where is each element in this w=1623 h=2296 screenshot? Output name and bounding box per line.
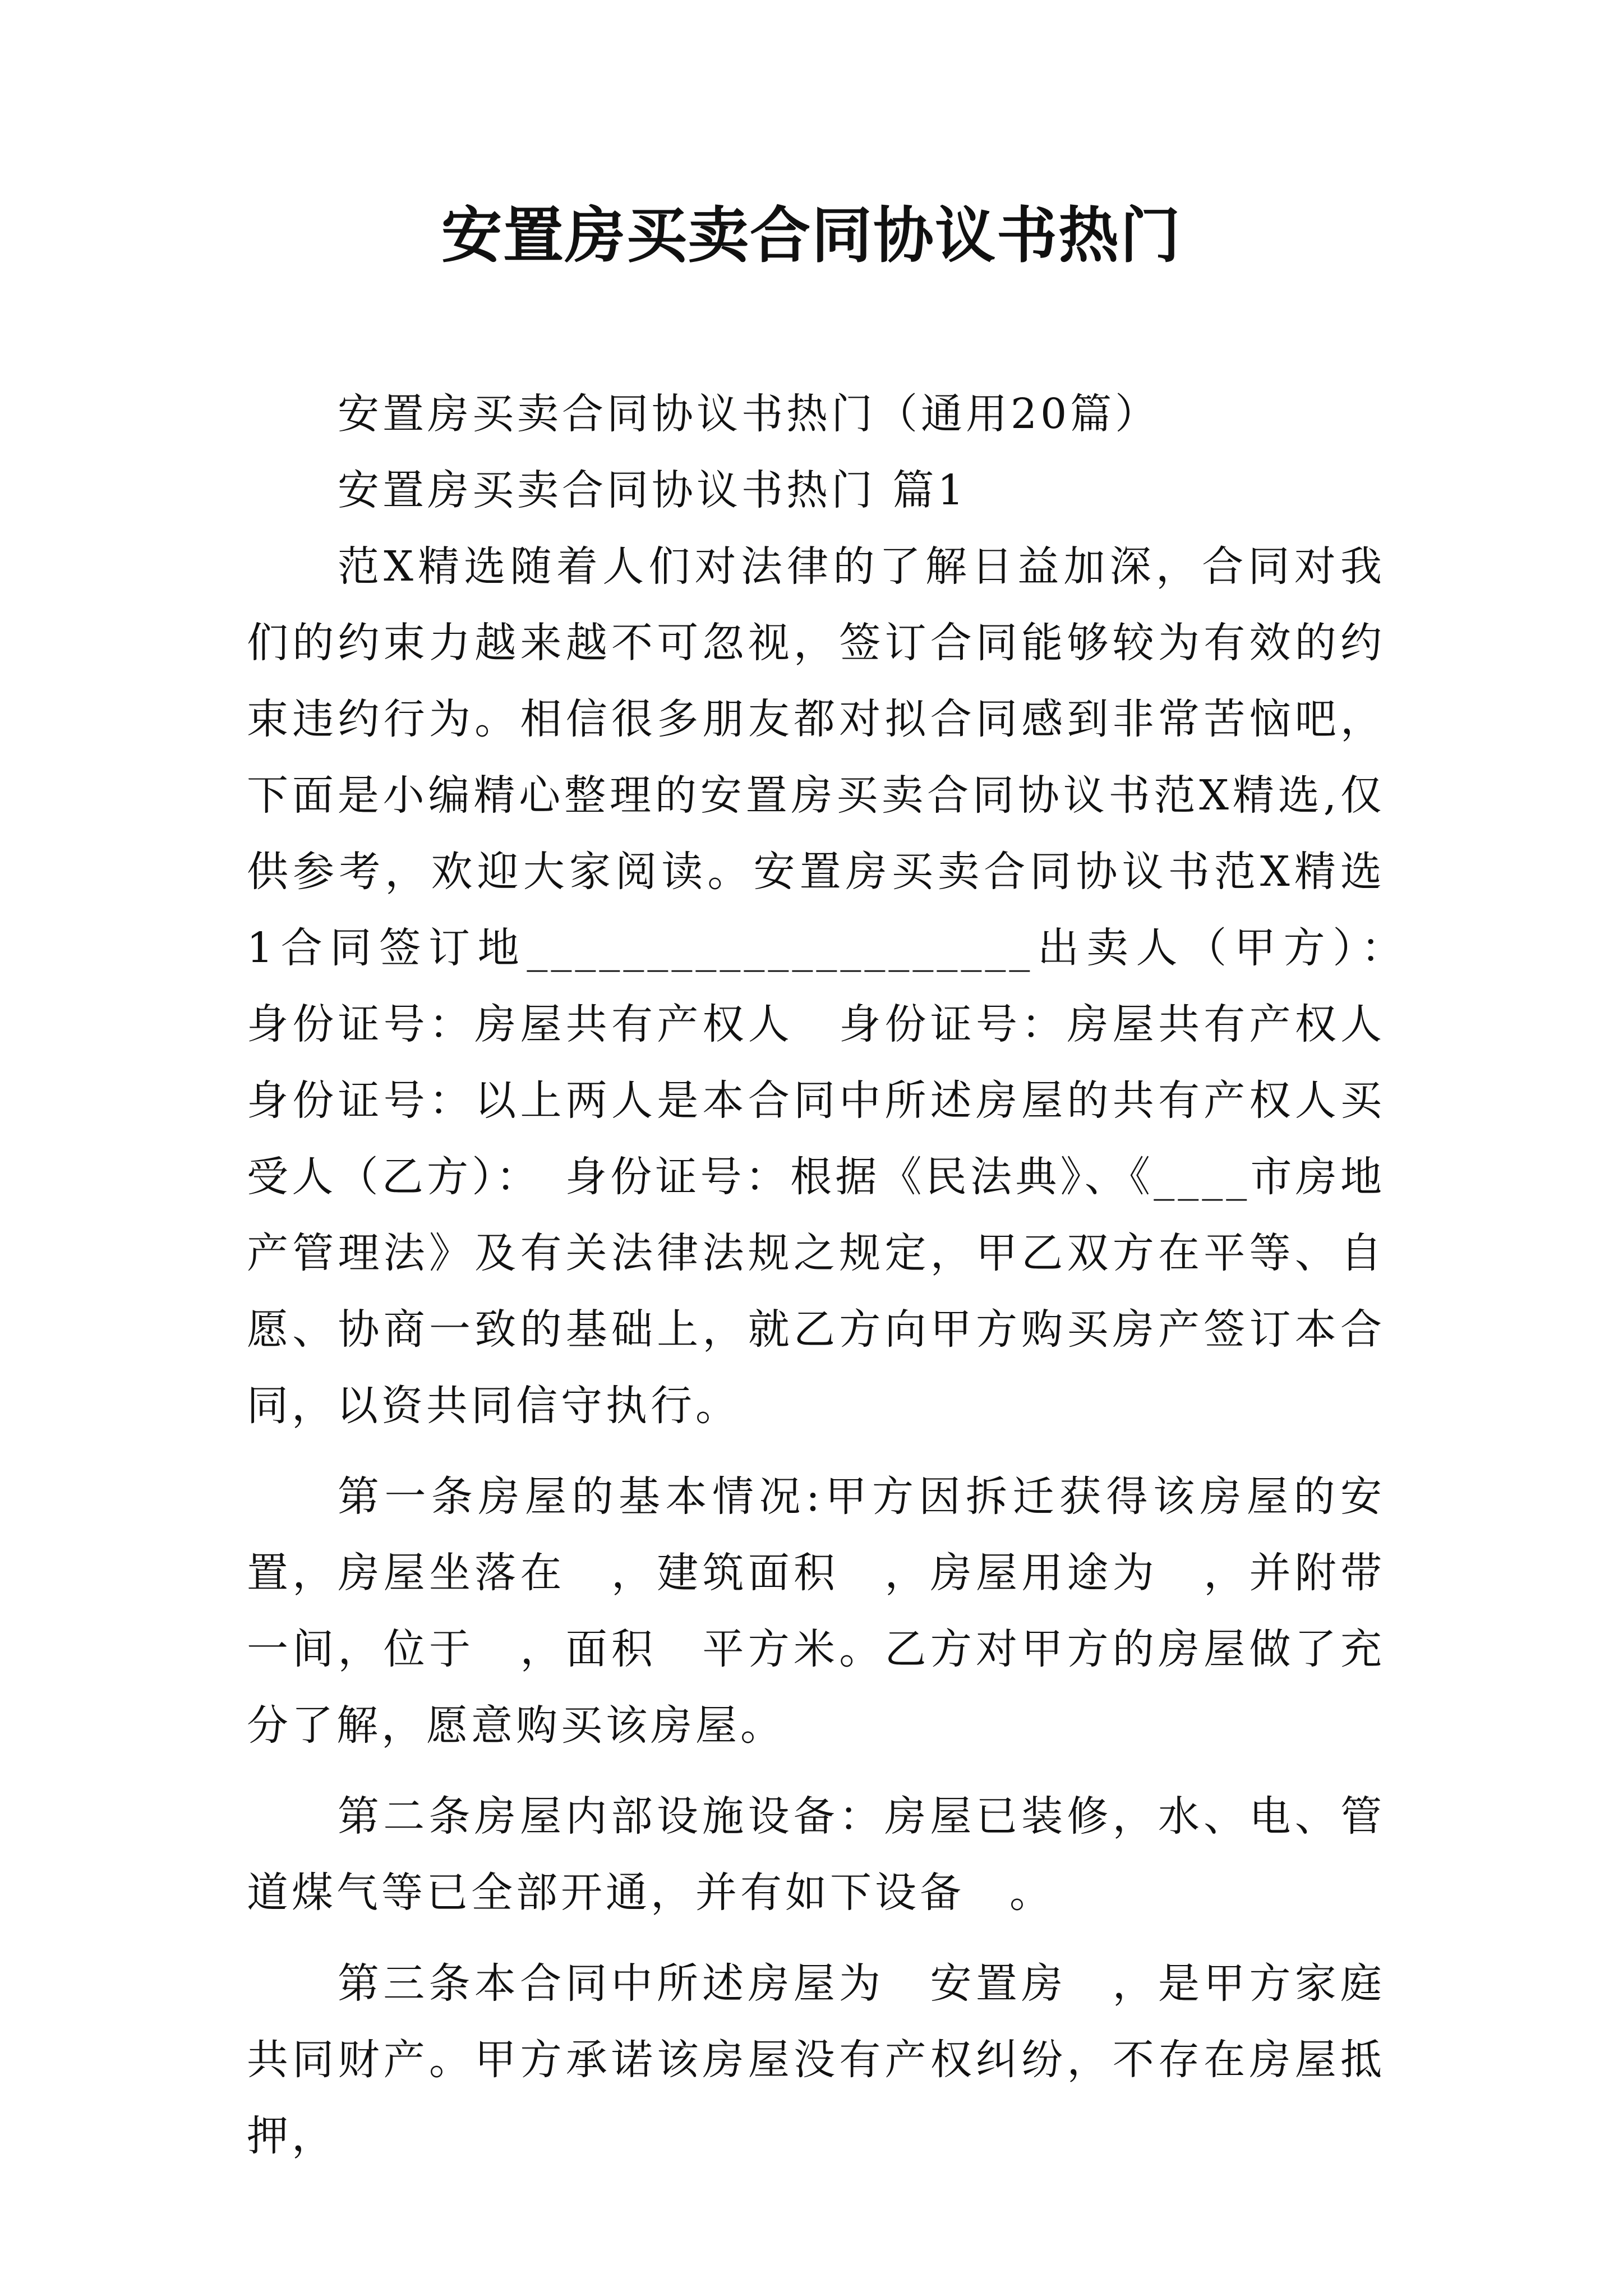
- subtitle-line: 安置房买卖合同协议书热门（通用20篇）: [338, 390, 1160, 438]
- intro-paragraph: 范X精选随着人们对法律的了解日益加深，合同对我们的约束力越来越不可忽视，签订合同能够较为有效的约束违约行为。相信很多朋友都对拟合同感到非常苦恼吧，下面是小编精心整理的安置房买卖合同协议书范X精选,仅供参考，欢迎大家阅读。安置房买卖合同协议书范X精选1合同签订地_____________________出卖人（甲方）： 身份证号：房屋共有产权人 身份证号：房屋共有产权人 身份证号：以上两人是本合同中所述房屋的共有产权人买受人（乙方）： 身份证号：根据《民法典》、《____市房地产管理法》及有关法律法规之规定，甲乙双方在平等、自愿、协商一致的基础上，就乙方向甲方购买房产签订本合同，以资共同信守执行。: [247, 542, 1430, 1430]
- clause-3-paragraph: 第三条本合同中所述房屋为 安置房 ，是甲方家庭共同财产。甲方承诺该房屋没有产权纠纷，不存在房屋抵押，: [247, 1959, 1385, 2160]
- document-title: 安置房买卖合同协议书热门: [441, 200, 1182, 271]
- document-body: [247, 376, 1430, 2174]
- clause-1-paragraph: 第一条房屋的基本情况:甲方因拆迁获得该房屋的安置，房屋坐落在 ，建筑面积 ，房屋用途为 ，并附带 一间，位于 ，面积 平方米。乙方对甲方的房屋做了充分了解，愿意购买该房屋。: [247, 1473, 1430, 1750]
- section-heading: 安置房买卖合同协议书热门 篇1: [338, 466, 967, 514]
- clause-2-paragraph: 第二条房屋内部设施设备：房屋已装修，水、电、管道煤气等已全部开通，并有如下设备 。: [247, 1792, 1385, 1917]
